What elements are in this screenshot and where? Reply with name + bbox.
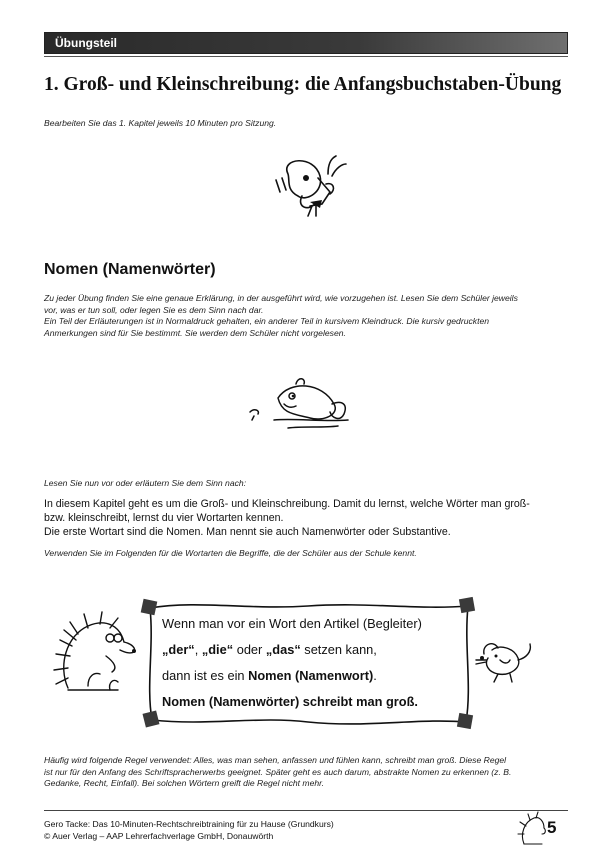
article-der: „der“ [162, 642, 195, 657]
rule-line-3 [162, 664, 377, 688]
rule-line-1: Wenn man vor ein Wort den Artikel (Begleiter) [162, 616, 422, 631]
rule-line-3-start: dann ist es ein [162, 668, 249, 683]
closing-line: Häufig wird folgende Regel verwendet: Alles, was man sehen, anfassen und fühlen kann, schreibt man groß. Diese Regel [44, 755, 507, 765]
rule-line-4: Nomen (Namenwörter) schreibt man groß. [162, 694, 418, 709]
note-line: Anmerkungen sind für Sie bestimmt. Sie werden dem Schüler nicht vorgelesen. [44, 327, 346, 338]
read-aloud-line: Die erste Wortart sind die Nomen. Man nennt sie auch Namenwörter oder Substantive. [44, 526, 451, 538]
session-instruction: Bearbeiten Sie das 1. Kapitel jeweils 10 Minuten pro Sitzung. [44, 118, 277, 128]
mouse-icon [470, 630, 540, 686]
rule-box [150, 610, 466, 718]
read-aloud-line: In diesem Kapitel geht es um die Groß- und Kleinschreibung. Damit du lernst, welche Wörter man groß- [44, 498, 530, 510]
rule-line-2-end: setzen kann, [300, 642, 377, 657]
small-hedgehog-icon [518, 812, 548, 848]
header-divider [44, 56, 568, 57]
rule-line-3-end: . [373, 668, 377, 683]
section-title: Nomen (Namenwörter) [44, 261, 216, 278]
read-aloud-line: bzw. kleinschreibt, lernst du vier Wortarten kennen. [44, 512, 284, 524]
rule-comma: , [194, 642, 202, 657]
note-line: Ein Teil der Erläuterungen ist in Normaldruck gehalten, ein anderer Teil in kursivem Kleindruck. Die kursiv gedruckten [44, 316, 490, 326]
fish-icon [244, 374, 364, 440]
closing-line: Gedanke, Recht, Einfall). Bei solchen Wörtern greift die Regel nicht mehr. [44, 778, 325, 788]
reading-instruction: Lesen Sie nun vor oder erläutern Sie dem Sinn nach: [44, 478, 247, 488]
footer-divider [44, 810, 568, 811]
header-bar [44, 32, 568, 54]
rule-line-2 [162, 638, 377, 662]
closing-line: ist nur für den Anfang des Schriftspracherwerbs geeignet. Später geht es auch darum, abstrakte Nomen zu erkennen (z. B. [44, 766, 512, 777]
teacher-notes [44, 293, 574, 339]
page-number: 5 [547, 818, 557, 837]
rule-nomen-term: Nomen (Namenwort) [248, 668, 374, 683]
rule-oder: oder [233, 642, 266, 657]
hedgehog-icon [48, 606, 144, 702]
chapter-title: 1. Groß- und Kleinschreibung: die Anfangsbuchstaben-Übung [44, 74, 562, 95]
note-line: vor, was er tun soll, oder legen Sie es dem Sinn nach dar. [44, 304, 264, 315]
footer-copyright: © Auer Verlag – AAP Lehrerfachverlage GmbH, Donauwörth [44, 830, 274, 841]
closing-note [44, 755, 574, 790]
butterfly-icon [262, 152, 354, 224]
article-die: „die“ [201, 642, 234, 657]
footer [44, 819, 334, 842]
article-das: „das“ [265, 642, 301, 657]
header-label: Übungsteil [55, 36, 117, 50]
note-line: Zu jeder Übung finden Sie eine genaue Erklärung, in der ausgeführt wird, wie vorzugehen ist. Lesen Sie dem Schüler jeweils [44, 293, 518, 303]
read-aloud-text [44, 497, 574, 539]
terminology-note: Verwenden Sie im Folgenden für die Wortarten die Begriffe, die der Schüler aus der Schule kennt. [44, 548, 417, 558]
footer-book-title: Gero Tacke: Das 10-Minuten-Rechtschreibtraining für zu Hause (Grundkurs) [44, 819, 334, 829]
